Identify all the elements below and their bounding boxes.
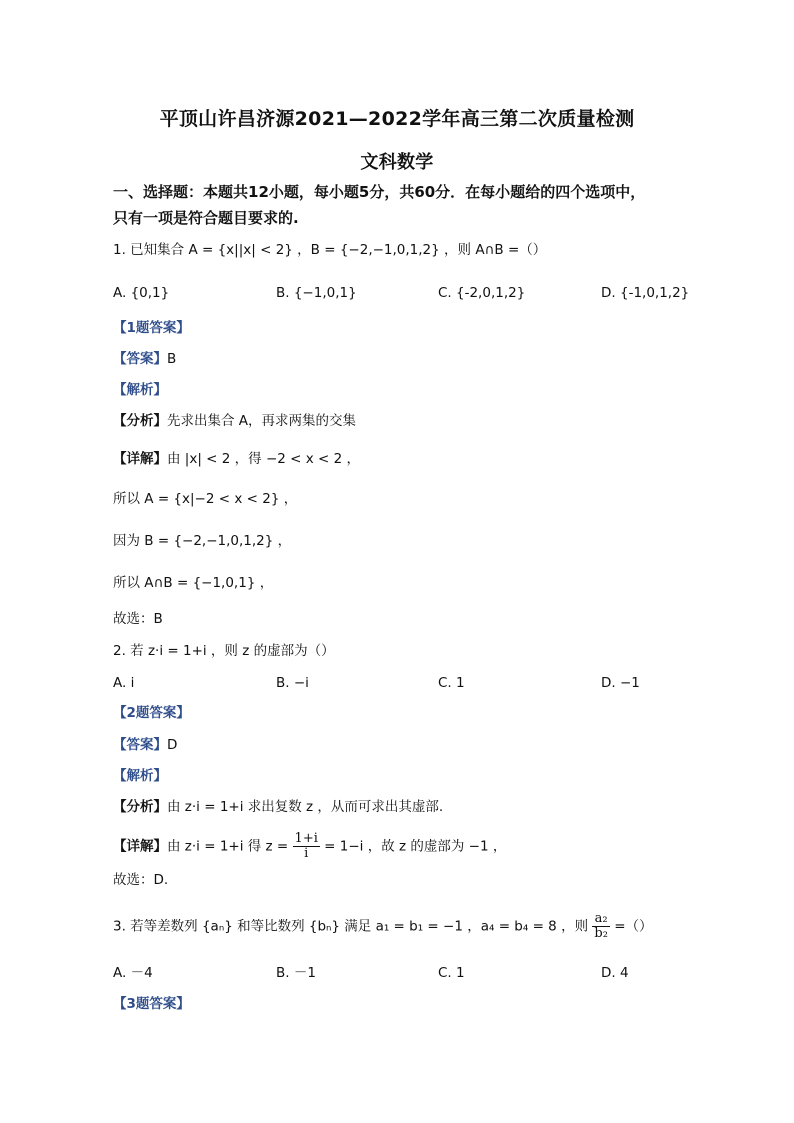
q2-analysis-label: 【解析】: [113, 768, 167, 784]
q1-answer-row: [113, 350, 176, 368]
q1-detail-line3: 因为 B = {−2,−1,0,1,2} ，: [113, 533, 292, 549]
q2-option-d: D. −1: [601, 675, 640, 691]
document-title: 平顶山许昌济源2021—2022学年高三第二次质量检测: [159, 108, 635, 130]
q2-answer-row: [113, 736, 177, 754]
q1-detail-row: [113, 450, 360, 468]
fenxi-label: 【分析】: [113, 413, 167, 429]
q1-stem: 1. 已知集合 A = {x||x| < 2} ，B = {−2,−1,0,1,2} ，则 A∩B =（）: [113, 242, 547, 258]
q1-detail-line1: 由 |x| < 2 ，得 −2 < x < 2 ，: [167, 451, 361, 467]
q2-answer-value: D: [167, 737, 178, 753]
fenxi-label: 【分析】: [113, 799, 167, 815]
q2-stem: 2. 若 z·i = 1+i ，则 z 的虚部为（）: [113, 643, 335, 659]
q1-fenxi-text: 先求出集合 A，再求两集的交集: [167, 413, 357, 429]
q3-option-d: D. 4: [601, 965, 629, 981]
q2-detail-post: = 1−i ，故 z 的虚部为 −1 ，: [324, 838, 507, 855]
q1-analysis-label: 【解析】: [113, 382, 167, 398]
q2-detail-pre: 由 z·i = 1+i 得 z =: [167, 838, 289, 855]
q3-fraction: [592, 912, 610, 941]
q3-fraction-numerator: a₂: [592, 912, 610, 927]
q1-option-b: B. {−1,0,1}: [276, 285, 357, 301]
q1-answer-tag: 【1题答案】: [113, 320, 190, 336]
q3-option-b: B. －1: [276, 965, 316, 981]
q2-fenxi-row: [113, 798, 443, 816]
q3-answer-tag: 【3题答案】: [113, 996, 190, 1012]
section-heading-line1: 一、选择题：本题共12小题，每小题5分，共60分．在每小题给的四个选项中，: [113, 183, 646, 201]
detail-label: 【详解】: [113, 451, 167, 467]
q1-option-a: A. {0,1}: [113, 285, 170, 301]
q2-fraction: [293, 832, 320, 861]
q2-fenxi-text: 由 z·i = 1+i 求出复数 z ，从而可求出其虚部.: [167, 799, 444, 815]
q1-choose: 故选：B: [113, 611, 163, 627]
q3-stem-pre: 3. 若等差数列 {aₙ} 和等比数列 {bₙ} 满足 a₁ = b₁ = −1 ，a₄ = b₄ = 8 ，则: [113, 918, 589, 935]
q1-fenxi-row: [113, 412, 356, 430]
q2-fraction-numerator: 1+i: [294, 831, 318, 846]
q2-option-b: B. −i: [276, 675, 309, 691]
q2-detail-row: [113, 832, 506, 861]
q3-stem: [113, 912, 653, 941]
answer-label: 【答案】: [113, 351, 167, 367]
q1-detail-line2: 所以 A = {x|−2 < x < 2} ，: [113, 491, 298, 507]
q2-fraction-denominator: i: [304, 846, 309, 861]
q1-answer-value: B: [167, 351, 177, 367]
q3-fraction-denominator: b₂: [594, 926, 608, 941]
document-subtitle: 文科数学: [360, 152, 434, 173]
q1-option-d: D. {-1,0,1,2}: [601, 285, 690, 301]
q3-option-c: C. 1: [438, 965, 465, 981]
q1-option-c: C. {-2,0,1,2}: [438, 285, 526, 301]
q3-stem-post: =（）: [614, 918, 653, 935]
detail-label: 【详解】: [113, 838, 167, 855]
q2-option-c: C. 1: [438, 675, 465, 691]
q2-answer-tag: 【2题答案】: [113, 705, 190, 721]
section-heading-line2: 只有一项是符合题目要求的.: [113, 209, 299, 227]
q2-choose: 故选：D.: [113, 872, 169, 888]
q2-option-a: A. i: [113, 675, 135, 691]
q3-option-a: A. －4: [113, 965, 153, 981]
q1-detail-line4: 所以 A∩B = {−1,0,1} ，: [113, 575, 274, 591]
answer-label: 【答案】: [113, 737, 167, 753]
